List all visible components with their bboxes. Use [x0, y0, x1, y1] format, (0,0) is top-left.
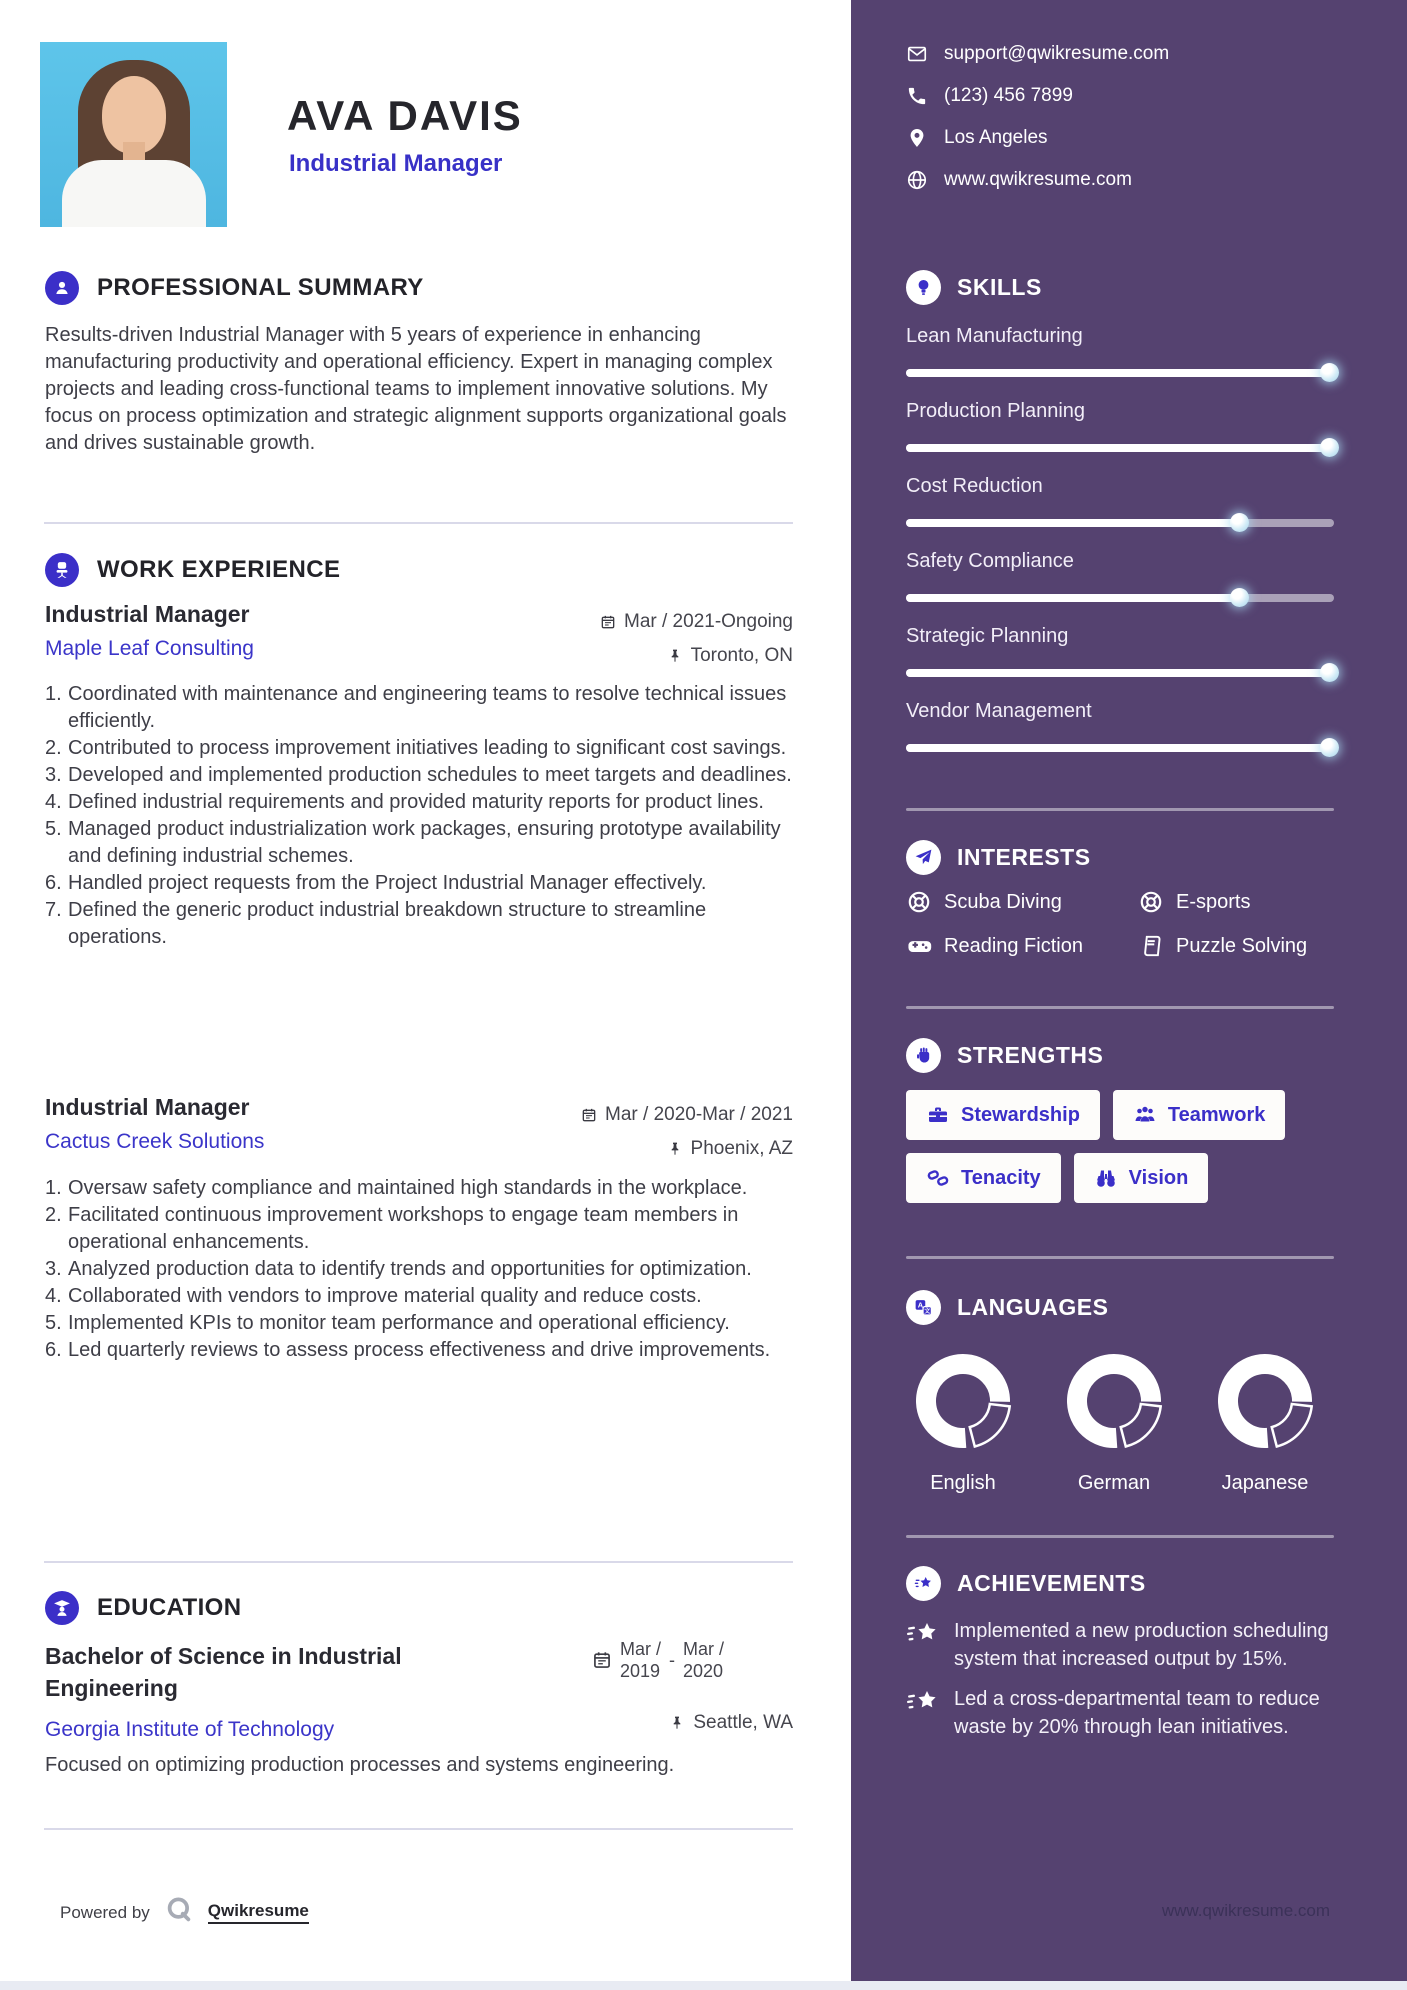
- interest-item: [906, 933, 1138, 959]
- school-link[interactable]: Georgia Institute of Technology: [45, 1718, 335, 1741]
- bullet-number: 6.: [45, 1339, 62, 1361]
- strength-chip: [1074, 1153, 1209, 1203]
- job-bullet: [45, 1310, 793, 1337]
- skill-item: [906, 325, 1334, 377]
- job-bullet: [45, 816, 793, 870]
- sidebar-divider: [906, 1535, 1334, 1538]
- divider: [44, 522, 793, 524]
- language-item: [1215, 1351, 1315, 1495]
- strength-chip: [906, 1153, 1061, 1203]
- bullet-text: Defined the generic product industrial breakdown structure to streamline operations.: [68, 899, 707, 948]
- contact-text: support@qwikresume.com: [944, 43, 1170, 64]
- bullet-number: 6.: [45, 872, 62, 894]
- contact-text: (123) 456 7899: [944, 85, 1073, 106]
- footer: [60, 1895, 309, 1930]
- person-icon: [45, 271, 79, 305]
- bullet-number: 4.: [45, 1285, 62, 1307]
- strength-label: Vision: [1128, 1166, 1189, 1189]
- fist-icon: [906, 1038, 941, 1073]
- bullet-number: 5.: [45, 818, 62, 840]
- achievement-text: Led a cross-departmental team to reduce waste by 20% through lean initiatives.: [954, 1688, 1320, 1738]
- skill-name: Safety Compliance: [906, 550, 1074, 572]
- skill-name: Strategic Planning: [906, 625, 1069, 647]
- interest-label: E-sports: [1176, 890, 1251, 913]
- team-icon: [1133, 1103, 1157, 1127]
- phone-icon: [906, 85, 928, 107]
- job-date-text: Mar / 2020-Mar / 2021: [605, 1104, 793, 1125]
- job-bullet: [45, 762, 793, 789]
- education-note: Focused on optimizing production processes and systems engineering.: [45, 1754, 675, 1776]
- language-donut-chart: [1064, 1351, 1164, 1456]
- interest-item: [906, 889, 1138, 915]
- slider-knob[interactable]: [1320, 363, 1339, 382]
- skill-slider[interactable]: [906, 369, 1334, 377]
- bullet-number: 3.: [45, 764, 62, 786]
- job-bullet: [45, 1256, 793, 1283]
- skill-item: [906, 625, 1334, 677]
- skill-slider[interactable]: [906, 444, 1334, 452]
- sidebar-divider: [906, 1256, 1334, 1259]
- powered-by-label: Powered by: [60, 1902, 150, 1922]
- skill-name: Production Planning: [906, 400, 1086, 422]
- interest-item: [1138, 933, 1334, 959]
- contact-text: www.qwikresume.com: [944, 169, 1132, 190]
- contact-row[interactable]: [906, 168, 1334, 192]
- company-link[interactable]: Cactus Creek Solutions: [45, 1130, 265, 1153]
- language-item: [1064, 1351, 1164, 1495]
- strength-label: Tenacity: [961, 1166, 1041, 1189]
- shooting-star-icon: [906, 1685, 940, 1741]
- strength-chip: [906, 1090, 1100, 1140]
- chain-link-icon: [926, 1166, 950, 1190]
- contact-block: [906, 42, 1334, 210]
- skill-item: [906, 700, 1334, 752]
- job-location-text: Phoenix, AZ: [690, 1138, 793, 1159]
- binoculars-icon: [1094, 1166, 1118, 1190]
- bullet-number: 2.: [45, 1204, 62, 1226]
- language-label: German: [1077, 1472, 1151, 1494]
- contact-row: [906, 126, 1334, 150]
- interest-item: [1138, 889, 1334, 915]
- bullet-text: Coordinated with maintenance and engineering teams to resolve technical issues efficiently.: [68, 683, 787, 732]
- achievement-text: Implemented a new production scheduling system that increased output by 15%.: [954, 1620, 1329, 1670]
- pushpin-icon: [667, 1141, 683, 1157]
- globe-icon: [906, 169, 928, 191]
- job-1-header: [45, 601, 793, 666]
- toolbox-icon: [926, 1103, 950, 1127]
- qwikresume-logo-icon: [164, 1895, 194, 1930]
- skill-name: Vendor Management: [906, 700, 1092, 722]
- education-location: [669, 1712, 793, 1734]
- work-heading: WORK EXPERIENCE: [97, 556, 341, 583]
- education-heading: EDUCATION: [97, 1594, 242, 1621]
- bullet-number: 1.: [45, 683, 62, 705]
- sidebar-divider: [906, 808, 1334, 811]
- person-job-title: Industrial Manager: [289, 150, 503, 177]
- book-icon: [1138, 933, 1164, 959]
- lightbulb-icon: [906, 270, 941, 305]
- skill-item: [906, 400, 1334, 452]
- job-bullet: [45, 735, 793, 762]
- strengths-heading: STRENGTHS: [957, 1042, 1104, 1068]
- interests-section: [906, 840, 1334, 959]
- translate-icon: [906, 1290, 941, 1325]
- bullet-text: Developed and implemented production schedules to meet targets and deadlines.: [68, 764, 792, 786]
- date-start: Mar / 2019: [620, 1639, 662, 1681]
- languages-section: [906, 1290, 1334, 1495]
- summary-section: [45, 271, 793, 457]
- calendar-icon: [581, 1107, 597, 1123]
- contact-row: [906, 84, 1334, 108]
- bullet-text: Collaborated with vendors to improve material quality and reduce costs.: [68, 1285, 702, 1307]
- lifebuoy-icon: [1138, 889, 1164, 915]
- skills-heading: SKILLS: [957, 274, 1042, 300]
- job-bullet: [45, 870, 793, 897]
- bullet-text: Led quarterly reviews to assess process effectiveness and drive improvements.: [68, 1339, 771, 1361]
- svg-text:A: A: [917, 1300, 924, 1310]
- divider: [44, 1828, 793, 1830]
- skill-item: [906, 475, 1334, 527]
- job-bullet: [45, 1283, 793, 1310]
- job-2-header: [45, 1094, 793, 1159]
- slider-knob[interactable]: [1230, 588, 1249, 607]
- strength-label: Teamwork: [1167, 1103, 1266, 1126]
- pushpin-icon: [667, 648, 683, 664]
- skill-name: Lean Manufacturing: [906, 325, 1083, 347]
- shooting-star-icon: [906, 1566, 941, 1601]
- education-date: [592, 1638, 724, 1682]
- skill-slider[interactable]: [906, 519, 1334, 527]
- job-date: [581, 1104, 793, 1126]
- language-donut-chart: [913, 1351, 1013, 1456]
- envelope-icon: [906, 43, 928, 65]
- bullet-number: 7.: [45, 899, 62, 921]
- bullet-text: Facilitated continuous improvement workshops to engage team members in operational enhancements.: [68, 1204, 739, 1253]
- job-title: Industrial Manager: [45, 1094, 250, 1120]
- achievement-item: [906, 1685, 1334, 1741]
- skill-name: Cost Reduction: [906, 475, 1043, 497]
- job-title: Industrial Manager: [45, 601, 250, 627]
- bullet-number: 4.: [45, 791, 62, 813]
- bullet-text: Analyzed production data to identify trends and opportunities for optimization.: [68, 1258, 752, 1280]
- education-section: [45, 1591, 793, 1777]
- watermark: www.qwikresume.com: [1161, 1901, 1330, 1920]
- photo-shirt: [62, 160, 206, 227]
- office-chair-icon: [45, 553, 79, 587]
- company-link[interactable]: Maple Leaf Consulting: [45, 637, 254, 660]
- sidebar: [851, 0, 1407, 1990]
- pushpin-icon: [669, 1715, 685, 1731]
- contact-text: Los Angeles: [944, 127, 1048, 148]
- bullet-text: Oversaw safety compliance and maintained high standards in the workplace.: [68, 1177, 748, 1199]
- job-2-bullets: [45, 1175, 793, 1364]
- interest-label: Reading Fiction: [944, 934, 1083, 957]
- location-pin-icon: [906, 127, 928, 149]
- page-bottom-edge: [0, 1981, 1407, 1990]
- divider: [44, 1561, 793, 1563]
- interest-label: Puzzle Solving: [1176, 934, 1308, 957]
- language-label: Japanese: [1221, 1472, 1309, 1494]
- slider-knob[interactable]: [1320, 738, 1339, 757]
- skill-slider[interactable]: [906, 669, 1334, 677]
- languages-heading: LANGUAGES: [957, 1294, 1109, 1320]
- person-name: AVA DAVIS: [287, 92, 523, 139]
- bullet-text: Contributed to process improvement initiatives leading to significant cost savings.: [68, 737, 787, 759]
- bullet-text: Managed product industrialization work packages, ensuring prototype availability and defining industrial schemes.: [68, 818, 781, 867]
- strength-label: Stewardship: [961, 1103, 1080, 1126]
- strength-chip: [1113, 1090, 1285, 1140]
- profile-photo: [40, 42, 227, 227]
- job-bullet: [45, 789, 793, 816]
- bullet-number: 5.: [45, 1312, 62, 1334]
- skills-section: [906, 270, 1334, 775]
- graduate-icon: [45, 1591, 79, 1625]
- language-item: [913, 1351, 1013, 1495]
- bullet-text: Handled project requests from the Project Industrial Manager effectively.: [68, 872, 707, 894]
- svg-text:文: 文: [924, 1307, 931, 1315]
- job-date-text: Mar / 2021-Ongoing: [624, 611, 793, 632]
- education-location-text: Seattle, WA: [693, 1712, 793, 1733]
- language-label: English: [930, 1472, 996, 1494]
- job-bullet: [45, 1175, 793, 1202]
- achievement-item: [906, 1617, 1334, 1673]
- bullet-number: 2.: [45, 737, 62, 759]
- job-location-text: Toronto, ON: [690, 645, 793, 666]
- bullet-number: 3.: [45, 1258, 62, 1280]
- summary-heading: PROFESSIONAL SUMMARY: [97, 274, 424, 301]
- degree: Bachelor of Science in Industrial Engineering: [45, 1643, 402, 1701]
- language-donut-chart: [1215, 1351, 1315, 1456]
- bullet-text: Defined industrial requirements and provided maturity reports for product lines.: [68, 791, 764, 813]
- qwikresume-link[interactable]: Qwikresume: [208, 1901, 309, 1924]
- calendar-icon: [600, 614, 616, 630]
- date-separator: -: [669, 1650, 676, 1670]
- strengths-section: [906, 1038, 1334, 1203]
- achievements-section: [906, 1566, 1334, 1753]
- slider-knob[interactable]: [1230, 513, 1249, 532]
- lifebuoy-icon: [906, 889, 932, 915]
- calendar-icon: [592, 1650, 612, 1670]
- skill-slider[interactable]: [906, 594, 1334, 602]
- job-1-bullets: [45, 681, 793, 951]
- achievements-heading: ACHIEVEMENTS: [957, 1570, 1146, 1596]
- job-bullet: [45, 897, 793, 951]
- date-end: Mar / 2020: [683, 1639, 725, 1681]
- skill-slider[interactable]: [906, 744, 1334, 752]
- job-bullet: [45, 1202, 793, 1256]
- sidebar-divider: [906, 1006, 1334, 1009]
- skill-item: [906, 550, 1334, 602]
- job-bullet: [45, 681, 793, 735]
- slider-knob[interactable]: [1320, 663, 1339, 682]
- contact-row[interactable]: [906, 42, 1334, 66]
- paper-plane-icon: [906, 840, 941, 875]
- interest-label: Scuba Diving: [944, 890, 1062, 913]
- work-section-heading: [45, 553, 793, 587]
- interests-heading: INTERESTS: [957, 844, 1091, 870]
- bullet-text: Implemented KPIs to monitor team performance and operational efficiency.: [68, 1312, 730, 1334]
- job-bullet: [45, 1337, 793, 1364]
- summary-text: Results-driven Industrial Manager with 5 years of experience in enhancing manufacturing productivity and operational efficiency. Expert in managing complex projects and leading cross-functional teams to implement innovative solutions. My focus on process optimization and strategic alignment supports organizational goals and drives sustainable growth.: [45, 324, 787, 454]
- job-location: [667, 645, 793, 667]
- shooting-star-icon: [906, 1617, 940, 1673]
- job-date: [600, 611, 793, 633]
- gamepad-icon: [906, 933, 932, 959]
- slider-knob[interactable]: [1320, 438, 1339, 457]
- bullet-number: 1.: [45, 1177, 62, 1199]
- job-location: [667, 1138, 793, 1160]
